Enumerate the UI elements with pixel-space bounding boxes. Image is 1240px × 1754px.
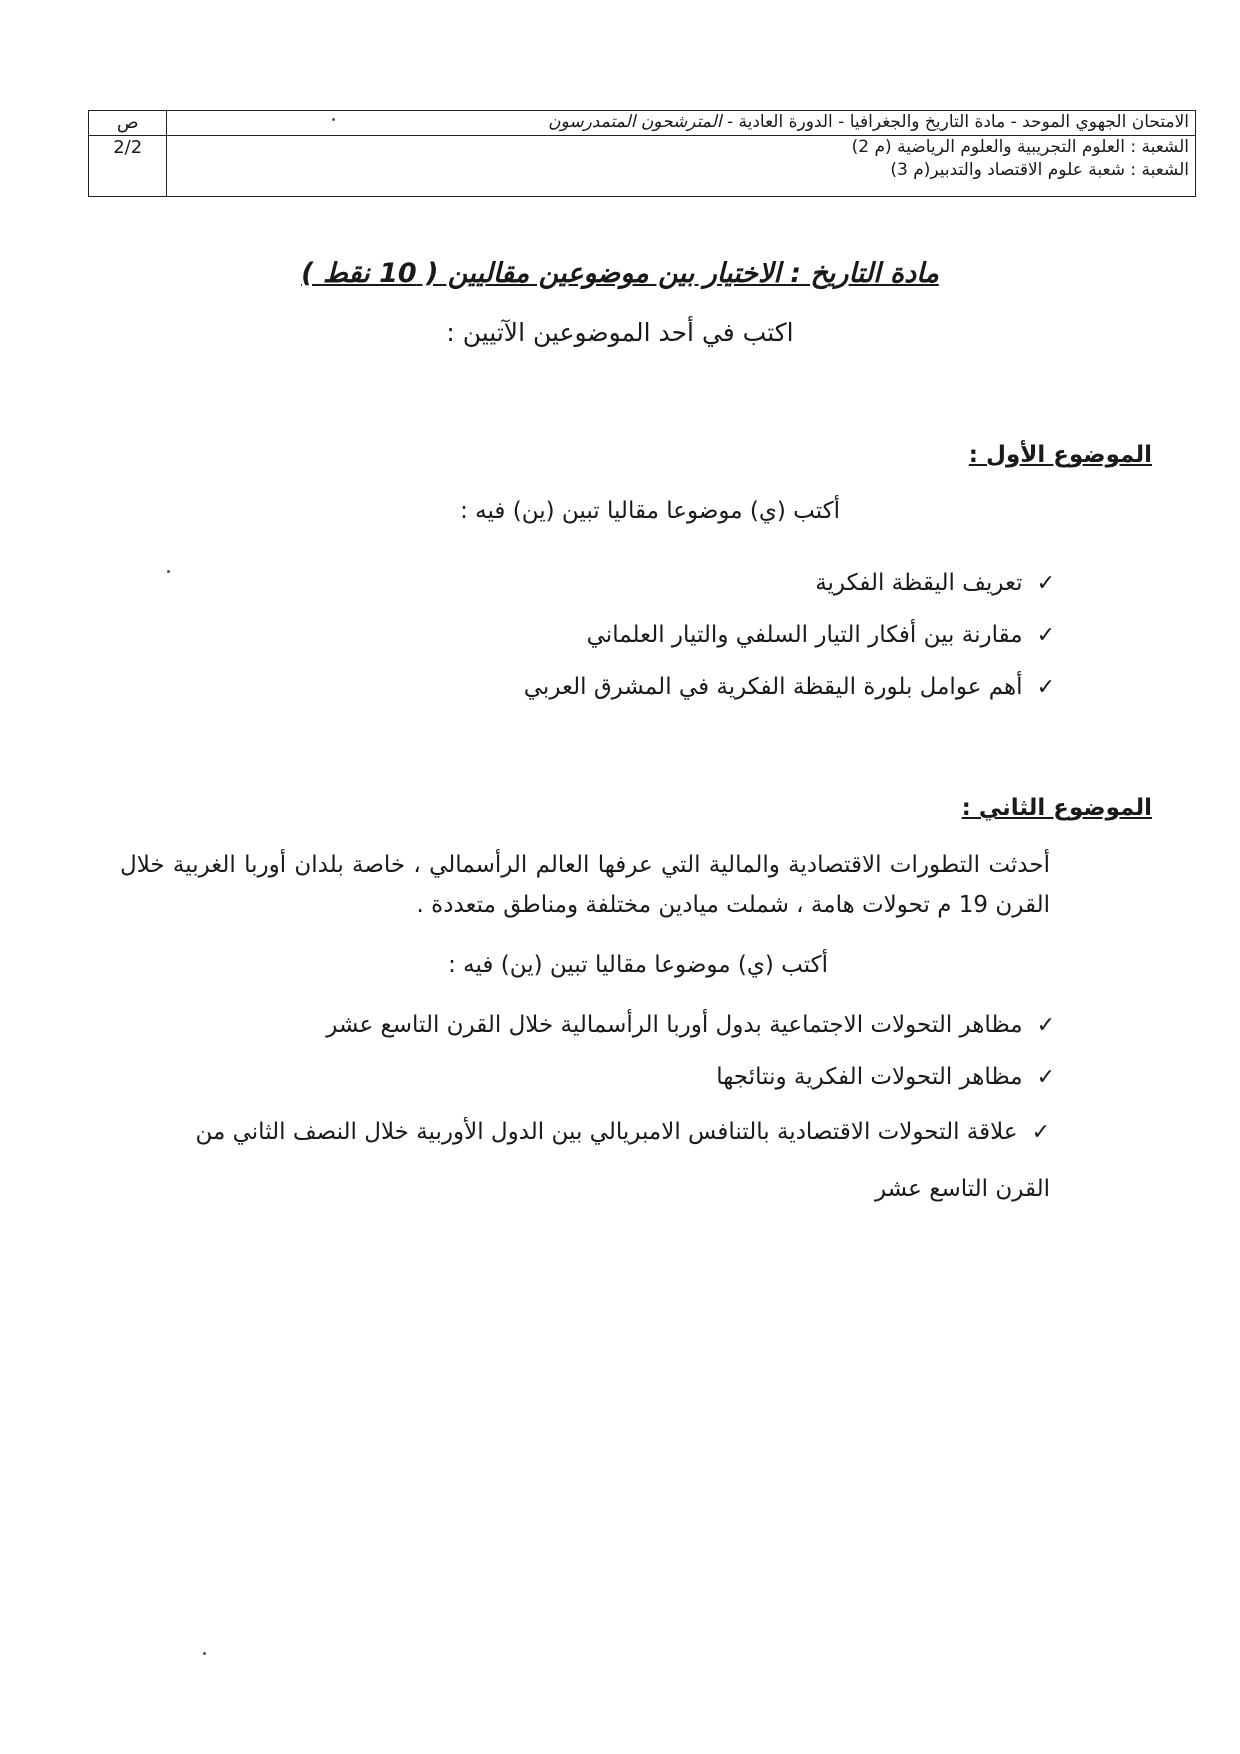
check-icon: ✓: [1031, 1120, 1050, 1145]
check-icon: ✓: [1036, 1013, 1055, 1038]
topic2-heading: الموضوع الثاني :: [961, 795, 1152, 821]
track-2: الشعبة : شعبة علوم الاقتصاد والتدبير(م 3): [890, 160, 1189, 180]
exam-title-cell: [167, 111, 1196, 136]
scan-speck: [203, 1652, 206, 1655]
page-label: ص: [89, 111, 167, 136]
topic2-intro: أحدثت التطورات الاقتصادية والمالية التي عرفها العالم الرأسمالي ، خاصة بلدان أوربا الغربية خلال القرن 19 م تحولات هامة ، شملت ميادين مختلفة ومناطق متعددة .: [120, 852, 1050, 918]
topic2-write-prompt: أكتب (ي) موضوعا مقاليا تبين (ين) فيه :: [448, 952, 828, 978]
tracks-cell: [167, 136, 1196, 197]
subject-title: مادة التاريخ : الاختيار بين موضوعين مقاليين ( 10 نقط ): [301, 258, 939, 289]
topic2-item-2: ✓مظاهر التحولات الفكرية ونتائجها: [716, 1064, 1055, 1090]
topic2-item-3: ✓علاقة التحولات الاقتصادية بالتنافس الامبريالي بين الدول الأوربية خلال النصف الثاني من القرن التاسع عشر: [160, 1104, 1050, 1217]
scan-speck: [332, 118, 335, 121]
check-icon: ✓: [1036, 1065, 1055, 1090]
topic1-item-1: ✓تعريف اليقظة الفكرية: [815, 570, 1055, 596]
topic1-write-prompt: أكتب (ي) موضوعا مقاليا تبين (ين) فيه :: [460, 498, 840, 524]
topic2-item-1: ✓مظاهر التحولات الاجتماعية بدول أوربا الرأسمالية خلال القرن التاسع عشر: [326, 1012, 1055, 1038]
topic1-item-3: ✓أهم عوامل بلورة اليقظة الفكرية في المشرق العربي: [523, 674, 1055, 700]
track-1: الشعبة : العلوم التجريبية والعلوم الرياضية (م 2): [851, 137, 1189, 157]
header-table: [88, 110, 1196, 197]
page-number: 2/2: [89, 136, 167, 197]
check-icon: ✓: [1036, 571, 1055, 596]
exam-title: الامتحان الجهوي الموحد - مادة التاريخ والجغرافيا - الدورة العادية -: [726, 112, 1189, 132]
topic1-heading: الموضوع الأول :: [968, 442, 1152, 468]
scan-speck: [167, 570, 170, 573]
check-icon: ✓: [1036, 623, 1055, 648]
candidates-label: المترشحون المتمدرسون: [548, 112, 722, 132]
topic1-item-2: ✓مقارنة بين أفكار التيار السلفي والتيار العلماني: [586, 622, 1055, 648]
check-icon: ✓: [1036, 675, 1055, 700]
instruction: اكتب في أحد الموضوعين الآتيين :: [446, 318, 794, 347]
